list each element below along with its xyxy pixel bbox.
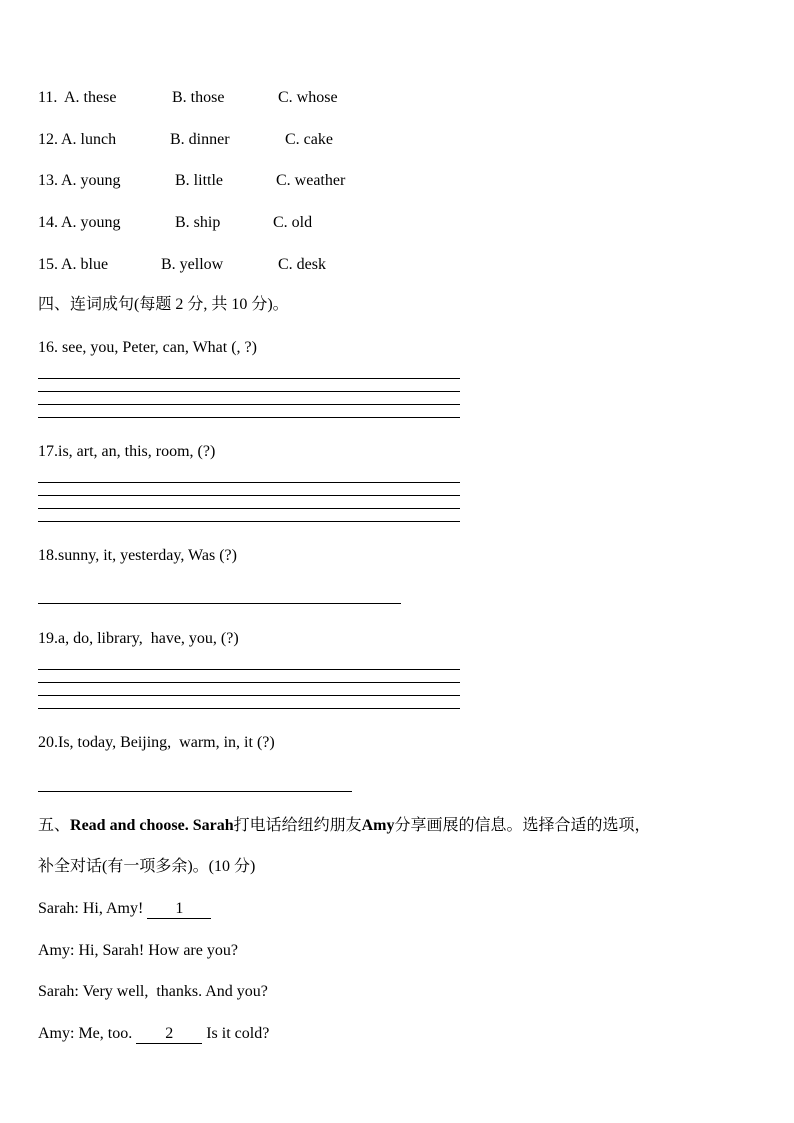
writing-line[interactable] [38, 708, 460, 709]
section-5-bold-2: Amy [361, 817, 395, 834]
mc-number: 15. [38, 256, 58, 273]
writing-line[interactable] [38, 669, 460, 670]
mc-number: 11. [38, 89, 58, 106]
option-c: C. desk [278, 256, 326, 273]
option-a: A. young [61, 172, 121, 189]
sentence-prompt: 16. see, you, Peter, can, What (, ?) [38, 339, 257, 356]
writing-line[interactable] [38, 391, 460, 392]
option-a: A. lunch [61, 131, 117, 148]
dialogue-line: Amy: Hi, Sarah! How are you? [38, 942, 238, 959]
option-c: C. cake [285, 131, 333, 148]
section-4-heading: 四、连词成句(每题 2 分, 共 10 分)。 [38, 296, 289, 313]
mc-number: 13. [38, 172, 58, 189]
dialogue-text: Amy: Me, too. [38, 1025, 137, 1042]
section-5-bold-1: Read and choose. Sarah [70, 817, 234, 834]
writing-line[interactable] [38, 603, 401, 604]
sentence-prompt: 18.sunny, it, yesterday, Was (?) [38, 547, 237, 564]
option-b: B. little [175, 172, 223, 189]
option-a: A. young [61, 214, 121, 231]
option-b: B. dinner [170, 131, 230, 148]
writing-line[interactable] [38, 417, 460, 418]
option-c: C. whose [278, 89, 338, 106]
writing-line[interactable] [38, 682, 460, 683]
section-5-heading [38, 816, 651, 836]
section-5-mid-1: 打电话给纽约朋友 [233, 817, 362, 834]
writing-line[interactable] [38, 695, 460, 696]
mc-number: 12. [38, 131, 58, 148]
dialogue-text: Sarah: Hi, Amy! [38, 900, 148, 917]
section-5-mid-2: 分享画展的信息。选择合适的选项， [394, 817, 651, 834]
dialogue-line: Sarah: Very well, thanks. And you? [38, 983, 268, 1000]
option-c: C. old [273, 214, 313, 231]
writing-line[interactable] [38, 521, 460, 522]
option-b: B. those [172, 89, 225, 106]
writing-line[interactable] [38, 495, 460, 496]
sentence-prompt: 19.a, do, library, have, you, (?) [38, 630, 239, 647]
option-b: B. yellow [161, 256, 224, 273]
sentence-prompt: 17.is, art, an, this, room, (?) [38, 443, 216, 460]
mc-number: 14. [38, 214, 58, 231]
dialogue-line [38, 899, 211, 919]
section-5-heading-line-2: 补全对话(有一项多余)。(10 分) [38, 858, 256, 875]
answer-blank[interactable]: 2 [136, 1025, 202, 1044]
writing-line[interactable] [38, 404, 460, 405]
writing-line[interactable] [38, 508, 460, 509]
writing-line[interactable] [38, 482, 460, 483]
option-a: A. blue [61, 256, 109, 273]
section-5-prefix: 五、 [38, 817, 71, 834]
dialogue-text-after: Is it cold? [202, 1025, 270, 1042]
sentence-prompt: 20.Is, today, Beijing, warm, in, it (?) [38, 734, 275, 751]
option-c: C. weather [276, 172, 346, 189]
option-a: A. these [64, 89, 117, 106]
writing-line[interactable] [38, 791, 352, 792]
option-b: B. ship [175, 214, 221, 231]
writing-line[interactable] [38, 378, 460, 379]
dialogue-line [38, 1024, 269, 1044]
answer-blank[interactable]: 1 [147, 900, 211, 919]
